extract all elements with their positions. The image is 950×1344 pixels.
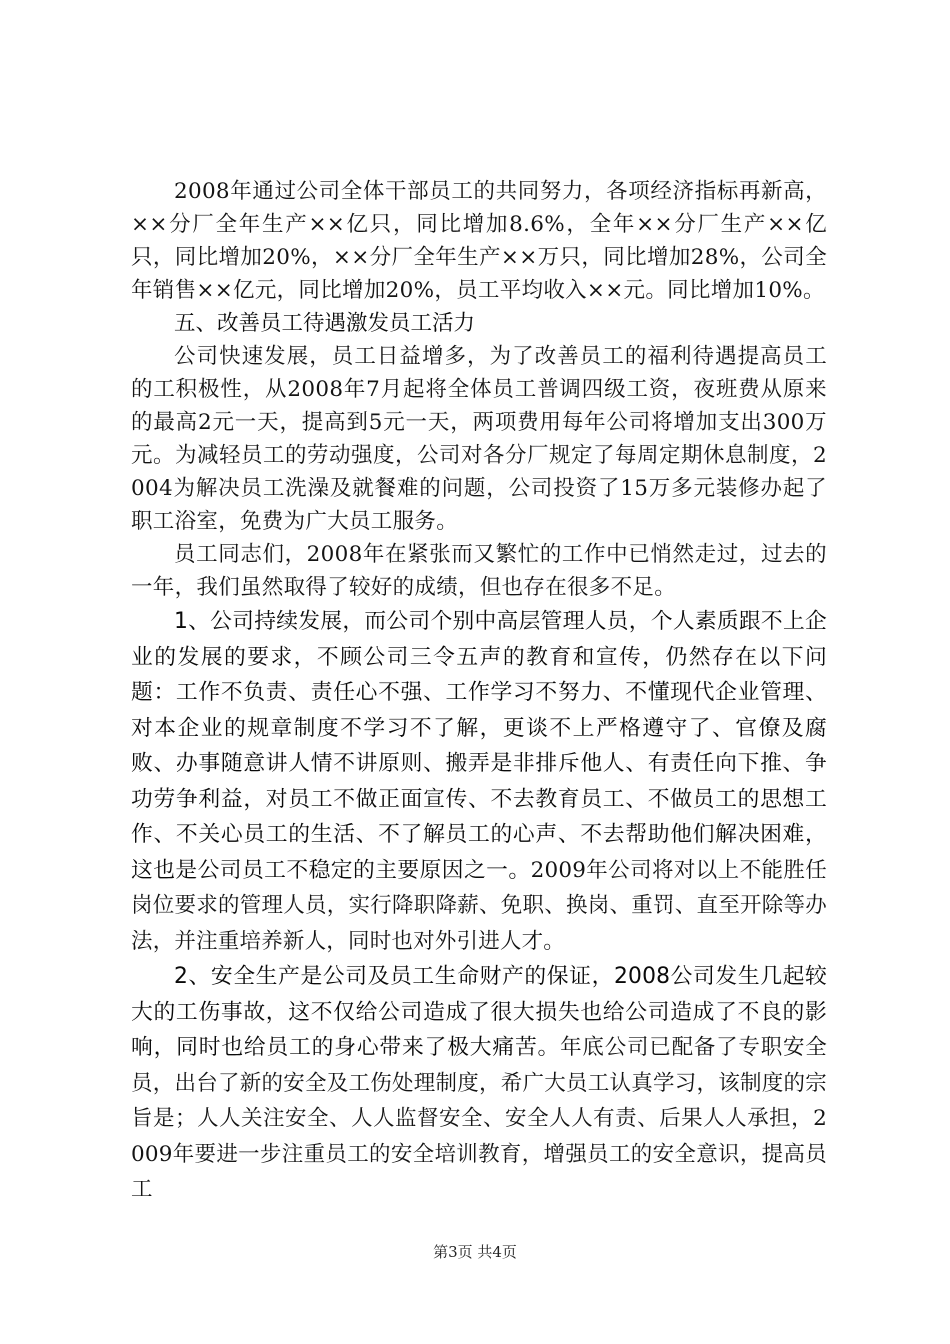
paragraph-safety-production (131, 959, 827, 1208)
safety-bold-text: 2、安全生产是公司及员工生命财产的保证，2008公司发生几起较大的工伤事故，这不仅给公司造成了很大损失也给公司造成了不良的影响，同时也给员工的身心带来了极大痛苦。 (131, 964, 827, 1060)
document-body (131, 175, 827, 1208)
management-issues-plan-text: 2009年公司将对以上不能胜任岗位要求的管理人员，实行降职降薪、免职、换岗、重罚、直至开除等办法，并注重培养新人，同时也对外引进人才。 (131, 857, 827, 954)
paragraph-management-issues (131, 604, 827, 959)
paragraph-employee-benefits: 公司快速发展，员工日益增多，为了改善员工的福利待遇提高员工的工积极性，从2008年7月起将全体员工普调四级工资，夜班费从原来的最高2元一天，提高到5元一天，两项费用每年公司将增加支出300万元。为减轻员工的劳动强度，公司对各分厂规定了每周定期休息制度，2004为解决员工洗澡及就餐难的问题，公司投资了15万多元装修办起了职工浴室，免费为广大员工服务。 (131, 344, 827, 534)
management-issues-bold-text: 1、公司持续发展，而公司个别中高层管理人员，个人素质跟不上企业的发展的要求，不顾公司三令五声的教育和宣传，仍然存在以下问题：工作不负责、责任心不强、工作学习不努力、不懂现代企业管理、对本企业的规章制度不学习不了解，更谈不上严格遵守了、官僚及腐败、办事随意讲人情不讲原则、搬弄是非排斥他人、有责任向下推、争功劳争利益，对员工不做正面宣传、不去教育员工、不做员工的思想工作、不关心员工的生活、不了解员工的心声、不去帮助他们解决困难，这也是公司员工不稳定的主要原因之一。 (131, 609, 827, 883)
section-heading-five: 五、改善员工待遇激发员工活力 (174, 311, 476, 336)
paragraph-economic-results: 2008年通过公司全体干部员工的共同努力，各项经济指标再新高，××分厂全年生产××亿只，同比增加8.6%，全年××分厂生产××亿只，同比增加20%，××分厂全年生产××万只，同比增加28%，公司全年销售××亿元，同比增加20%，员工平均收入××元。同比增加10%。 (131, 179, 827, 303)
page-footer-number: 第3页 共4页 (433, 1243, 517, 1261)
paragraph-year-review: 员工同志们，2008年在紧张而又繁忙的工作中已悄然走过，过去的一年，我们虽然取得了较好的成绩，但也存在很多不足。 (131, 542, 827, 600)
safety-plan-text: 年底公司已配备了专职安全员，出台了新的安全及工伤处理制度，希广大员工认真学习，该制度的宗旨是；人人关注安全、人人监督安全、安全人人有责、后果人人承担，2009年要进一步注重员工的安全培训教育，增强员工的安全意识，提高员工 (131, 1035, 827, 1202)
